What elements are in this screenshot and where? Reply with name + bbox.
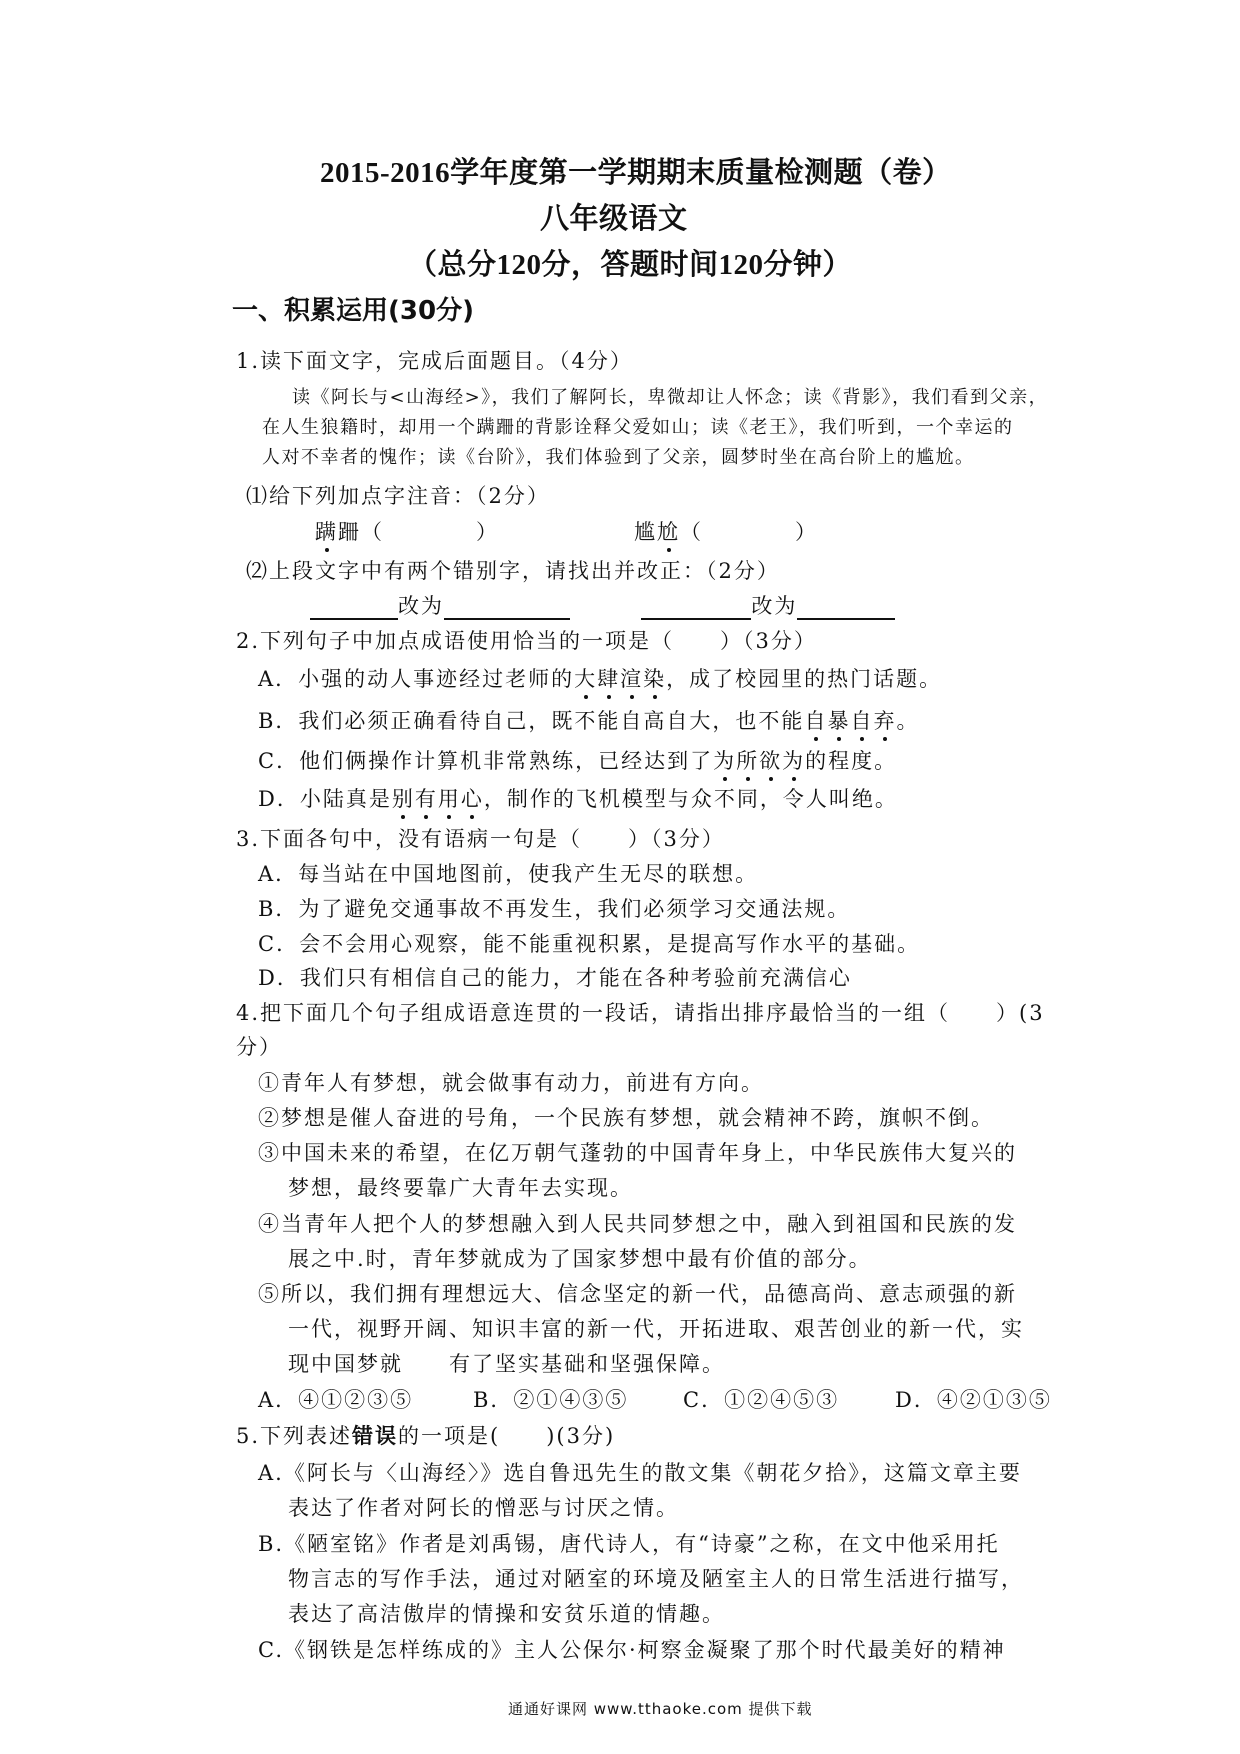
q4-option-b: B．②①④③⑤ [473, 1388, 629, 1412]
q1-word1 [315, 516, 499, 546]
q3-stem: 3.下面各句中，没有语病一句是（ ）（3分） [236, 827, 725, 851]
q1-sub1: ⑴给下列加点字注音：（2分） [246, 484, 550, 508]
dotted-char: 染 [643, 663, 666, 693]
q3-option: A．每当站在中国地图前，使我产生无尽的联想。 [258, 862, 759, 886]
q2-option-a: A．小强的动人事迹经过老师的大肆渲染，成了校园里的热门话题。 [258, 663, 942, 693]
dotted-char: 为 [713, 745, 736, 775]
q3-option: D．我们只有相信自己的能力，才能在各种考验前充满信心 [258, 966, 852, 990]
plain-char: 尴 [634, 520, 657, 544]
q4-sentence-cont: 一代，视野开阔、知识丰富的新一代，开拓进取、艰苦创业的新一代，实 [288, 1317, 1024, 1341]
page-footer: 通通好课网 www.tthaoke.com 提供下载 [508, 1700, 813, 1718]
dotted-char: 自 [804, 705, 827, 735]
q4-option-a: A．④①②③⑤ [258, 1388, 414, 1412]
dotted-char: 用 [438, 783, 461, 813]
plain-char: 跚 [338, 520, 361, 544]
dotted-char: 大 [574, 663, 597, 693]
exam-subject: 八年级语文 [540, 203, 688, 235]
q1-sub2: ⑵上段文字中有两个错别字，请找出并改正：（2分） [246, 559, 780, 583]
q4-sentence-cont: 现中国梦就 有了坚实基础和坚强保障。 [288, 1352, 725, 1376]
change-label: 改为 [398, 594, 444, 618]
q4-option-d: D．④②①③⑤ [895, 1388, 1052, 1412]
q4-sentence: ④当青年人把个人的梦想融入到人民共同梦想之中，融入到祖国和民族的发 [258, 1212, 1017, 1236]
change-label: 改为 [751, 594, 798, 618]
q4-option-c: C．①②④⑤③ [683, 1388, 840, 1412]
q4-stem: 4.把下面几个句子组成语意连贯的一段话，请指出排序最恰当的一组（ ）(3 [236, 1001, 1045, 1025]
q5-option-b-cont: 表达了高洁傲岸的情操和安贫乐道的情趣。 [288, 1602, 725, 1626]
q1-passage-line: 读《阿长与<山海经>》，我们了解阿长，卑微却让人怀念；读《背影》，我们看到父亲， [292, 387, 1049, 408]
q3-option: B．为了避免交通事故不再发生，我们必须学习交通法规。 [258, 897, 851, 921]
dotted-char: 自 [850, 705, 873, 735]
q4-sentence-cont: 梦想，最终要靠广大青年去实现。 [288, 1176, 633, 1200]
dotted-char: 暴 [827, 705, 850, 735]
q4-sentence: ③中国未来的希望，在亿万朝气蓬勃的中国青年身上，中华民族伟大复兴的 [258, 1141, 1017, 1165]
answer-paren[interactable]: （ ） [680, 520, 818, 544]
q5-stem: 5.下列表述错误的一项是( )(3分) [236, 1424, 616, 1448]
exam-title: 2015-2016学年度第一学期期末质量检测题（卷） [320, 157, 952, 189]
q3-option: C．会不会用心观察，能不能重视积累，是提高写作水平的基础。 [258, 932, 921, 956]
answer-blank[interactable] [310, 596, 398, 620]
exam-info: （总分120分，答题时间120分钟） [408, 249, 853, 281]
dotted-char: 为 [782, 745, 805, 775]
emphasis-word: 错误 [352, 1424, 399, 1448]
q4-sentence-cont: 展之中.时，青年梦就成为了国家梦想中最有价值的部分。 [288, 1247, 872, 1271]
dotted-char: 弃 [873, 705, 896, 735]
q4-sentence: ②梦想是催人奋进的号角，一个民族有梦想，就会精神不跨，旗帜不倒。 [258, 1106, 994, 1130]
q1-stem: 1.读下面文字，完成后面题目。（4分） [236, 349, 633, 373]
q5-option-b-cont: 物言志的写作手法，通过对陋室的环境及陋室主人的日常生活进行描写， [288, 1567, 1024, 1591]
q4-stem-cont: 分） [236, 1035, 282, 1059]
q5-option-b: B.《陋室铭》作者是刘禹锡，唐代诗人，有“诗豪”之称，在文中他采用托 [258, 1532, 1000, 1556]
q5-option-a-cont: 表达了作者对阿长的憎恶与讨厌之情。 [288, 1496, 679, 1520]
dotted-char: 别 [392, 783, 415, 813]
q1-passage-line: 在人生狼籍时，却用一个蹒跚的背影诠释父爱如山；读《老王》，我们听到，一个幸运的 [262, 417, 1014, 438]
q1-correction-row [310, 590, 895, 620]
dotted-char: 欲 [759, 745, 782, 775]
q1-passage-line: 人对不幸者的愧作；读《台阶》，我们体验到了父亲，圆梦时坐在高台阶上的尴尬。 [262, 447, 975, 468]
q4-sentence: ⑤所以，我们拥有理想远大、信念坚定的新一代，品德高尚、意志顽强的新 [258, 1282, 1017, 1306]
dotted-char: 心 [461, 783, 484, 813]
dotted-char: 有 [415, 783, 438, 813]
q2-stem: 2.下列句子中加点成语使用恰当的一项是（ ）（3分） [236, 629, 817, 653]
dotted-char: 所 [736, 745, 759, 775]
dotted-char: 渲 [620, 663, 643, 693]
answer-blank[interactable] [797, 596, 895, 620]
q4-sentence: ①青年人有梦想，就会做事有动力，前进有方向。 [258, 1071, 764, 1095]
dotted-char: 肆 [597, 663, 620, 693]
q5-option-c: C.《钢铁是怎样练成的》主人公保尔·柯察金凝聚了那个时代最美好的精神 [258, 1638, 1006, 1662]
q2-option-d: D．小陆真是别有用心，制作的飞机模型与众不同，令人叫绝。 [258, 783, 898, 813]
dotted-char: 蹒 [315, 516, 338, 546]
answer-blank[interactable] [641, 596, 751, 620]
q2-option-b: B．我们必须正确看待自己，既不能自高自大，也不能自暴自弃。 [258, 705, 919, 735]
section-title: 一、积累运用(30分) [232, 296, 474, 326]
q5-option-a: A.《阿长与〈山海经〉》选自鲁迅先生的散文集《朝花夕拾》，这篇文章主要 [258, 1461, 1022, 1485]
q1-word2 [634, 516, 818, 546]
q2-option-c: C．他们俩操作计算机非常熟练，已经达到了为所欲为的程度。 [258, 745, 897, 775]
answer-blank[interactable] [444, 596, 570, 620]
dotted-char: 尬 [657, 516, 680, 546]
answer-paren[interactable]: （ ） [361, 520, 499, 544]
